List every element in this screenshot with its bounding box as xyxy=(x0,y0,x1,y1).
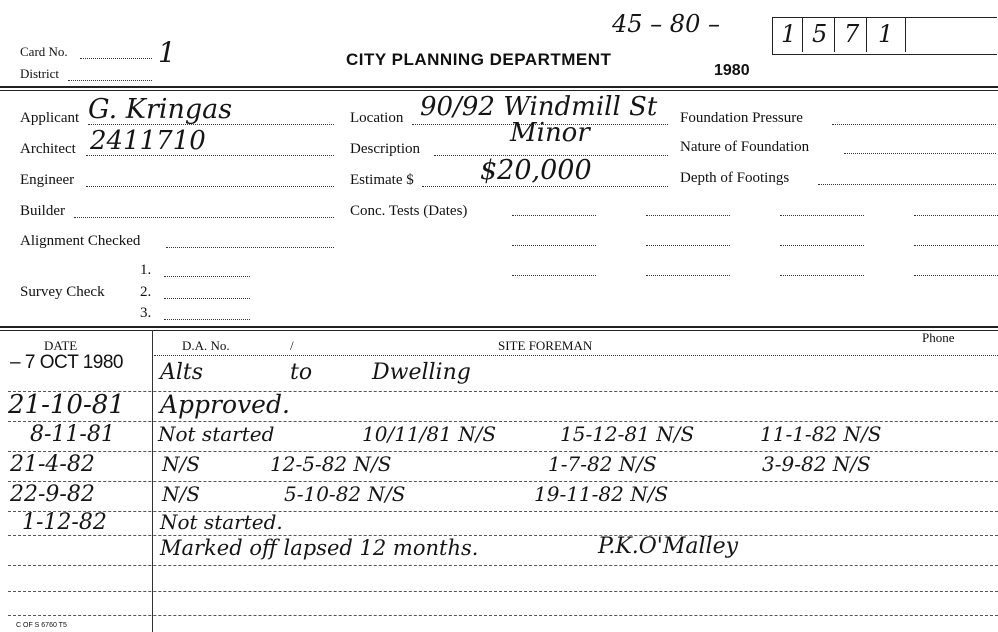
conc-date-line xyxy=(780,275,864,276)
year-label: 1980 xyxy=(714,62,750,79)
foundation-pressure-line xyxy=(832,124,996,125)
log-entry: 3-9-82 N/S xyxy=(762,452,871,476)
card-no-label: Card No. xyxy=(20,44,68,59)
log-date: 22-9-82 xyxy=(10,482,95,507)
survey-num-3: 3. xyxy=(140,305,152,321)
log-entry: Not started xyxy=(158,422,275,446)
ref-digit: 7 xyxy=(844,20,860,48)
log-entry: Approved. xyxy=(160,390,290,419)
ref-digit: 1 xyxy=(878,20,894,48)
foundation-pressure-label: Foundation Pressure xyxy=(680,110,803,126)
alignment-line xyxy=(166,247,334,248)
log-date: 8-11-81 xyxy=(30,422,115,447)
log-entry: Marked off lapsed 12 months. xyxy=(160,536,479,560)
card-no-value: 1 xyxy=(158,36,176,69)
survey-num-2: 2. xyxy=(140,284,152,300)
log-date: 21-10-81 xyxy=(8,390,125,420)
conc-date-line xyxy=(914,215,998,216)
form-code: C OF S 6760 T5 xyxy=(16,622,67,629)
log-entry: 15-12-81 N/S xyxy=(560,422,695,446)
nature-foundation-label: Nature of Foundation xyxy=(680,139,810,155)
log-row-line xyxy=(8,565,998,566)
log-divider xyxy=(0,326,998,328)
site-foreman-header: SITE FOREMAN xyxy=(498,338,593,353)
survey-line-1 xyxy=(164,276,250,277)
log-entry: 1-7-82 N/S xyxy=(548,452,657,476)
district-line xyxy=(68,80,152,81)
architect-label: Architect xyxy=(20,141,76,157)
log-date: 21-4-82 xyxy=(10,452,95,477)
survey-line-2 xyxy=(164,298,250,299)
conc-tests-label: Conc. Tests (Dates) xyxy=(350,203,468,219)
log-entry: 5-10-82 N/S xyxy=(284,482,406,506)
builder-label: Builder xyxy=(20,203,65,219)
log-row-line xyxy=(8,391,998,392)
estimate-line xyxy=(422,186,668,187)
log-row-line xyxy=(8,591,998,592)
conc-date-line xyxy=(914,275,998,276)
depth-footings-label: Depth of Footings xyxy=(680,170,790,186)
conc-date-line xyxy=(512,275,596,276)
page-title: CITY PLANNING DEPARTMENT xyxy=(346,50,612,69)
log-entry: N/S xyxy=(162,482,200,506)
log-row-line xyxy=(8,481,998,482)
applicant-value: G. Kringas xyxy=(88,94,233,125)
log-entry: 19-11-82 N/S xyxy=(534,482,669,506)
header-divider xyxy=(0,86,998,88)
survey-num-1: 1. xyxy=(140,262,152,278)
engineer-line xyxy=(86,186,334,187)
log-entry: Dwelling xyxy=(372,360,471,385)
log-entry: Not started. xyxy=(160,510,283,534)
da-header: D.A. No. xyxy=(182,338,230,353)
signature: P.K.O'Malley xyxy=(598,534,739,559)
log-divider xyxy=(0,330,998,331)
conc-date-line xyxy=(914,245,998,246)
box-divider xyxy=(866,18,867,52)
location-value: 90/92 Windmill St xyxy=(420,92,658,122)
log-entry: N/S xyxy=(162,452,200,476)
conc-date-line xyxy=(646,275,730,276)
conc-date-line xyxy=(512,245,596,246)
conc-date-line xyxy=(512,215,596,216)
estimate-value: $20,000 xyxy=(480,155,592,186)
log-entry: 11-1-82 N/S xyxy=(760,422,882,446)
ref-digit: 1 xyxy=(781,20,797,48)
ref-digit: 5 xyxy=(812,20,828,48)
phone-header: Phone xyxy=(922,330,955,345)
reference-prefix: 45 – 80 – xyxy=(612,10,720,38)
alignment-label: Alignment Checked xyxy=(20,233,141,249)
box-divider xyxy=(802,18,803,52)
header-row-line xyxy=(154,355,998,356)
conc-date-line xyxy=(780,215,864,216)
architect-value: 2411710 xyxy=(90,126,206,156)
log-row-line xyxy=(8,511,998,512)
engineer-label: Engineer xyxy=(20,172,75,188)
applicant-label: Applicant xyxy=(20,110,80,126)
da-slash: / xyxy=(290,338,294,353)
log-date-stamp: – 7 OCT 1980 xyxy=(10,352,124,373)
nature-foundation-line xyxy=(844,153,996,154)
location-label: Location xyxy=(350,110,404,126)
district-label: District xyxy=(20,66,59,81)
conc-date-line xyxy=(646,245,730,246)
conc-date-line xyxy=(780,245,864,246)
builder-line xyxy=(74,217,334,218)
conc-date-line xyxy=(646,215,730,216)
log-row-line xyxy=(8,535,998,536)
survey-label: Survey Check xyxy=(20,284,105,300)
description-value: Minor xyxy=(510,118,590,148)
estimate-label: Estimate $ xyxy=(350,172,414,188)
card-no-line xyxy=(80,58,152,59)
log-entry: 12-5-82 N/S xyxy=(270,452,392,476)
log-row-line xyxy=(8,615,998,616)
box-divider xyxy=(905,18,906,52)
log-date: 1-12-82 xyxy=(22,510,107,535)
log-entry: 10/11/81 N/S xyxy=(362,422,497,446)
log-entry: to xyxy=(290,360,313,385)
log-entry: Alts xyxy=(160,360,204,385)
description-label: Description xyxy=(350,141,420,157)
header-divider xyxy=(0,90,998,91)
depth-footings-line xyxy=(818,184,996,185)
survey-line-3 xyxy=(164,319,250,320)
date-header: DATE xyxy=(44,338,78,353)
box-divider xyxy=(834,18,835,52)
